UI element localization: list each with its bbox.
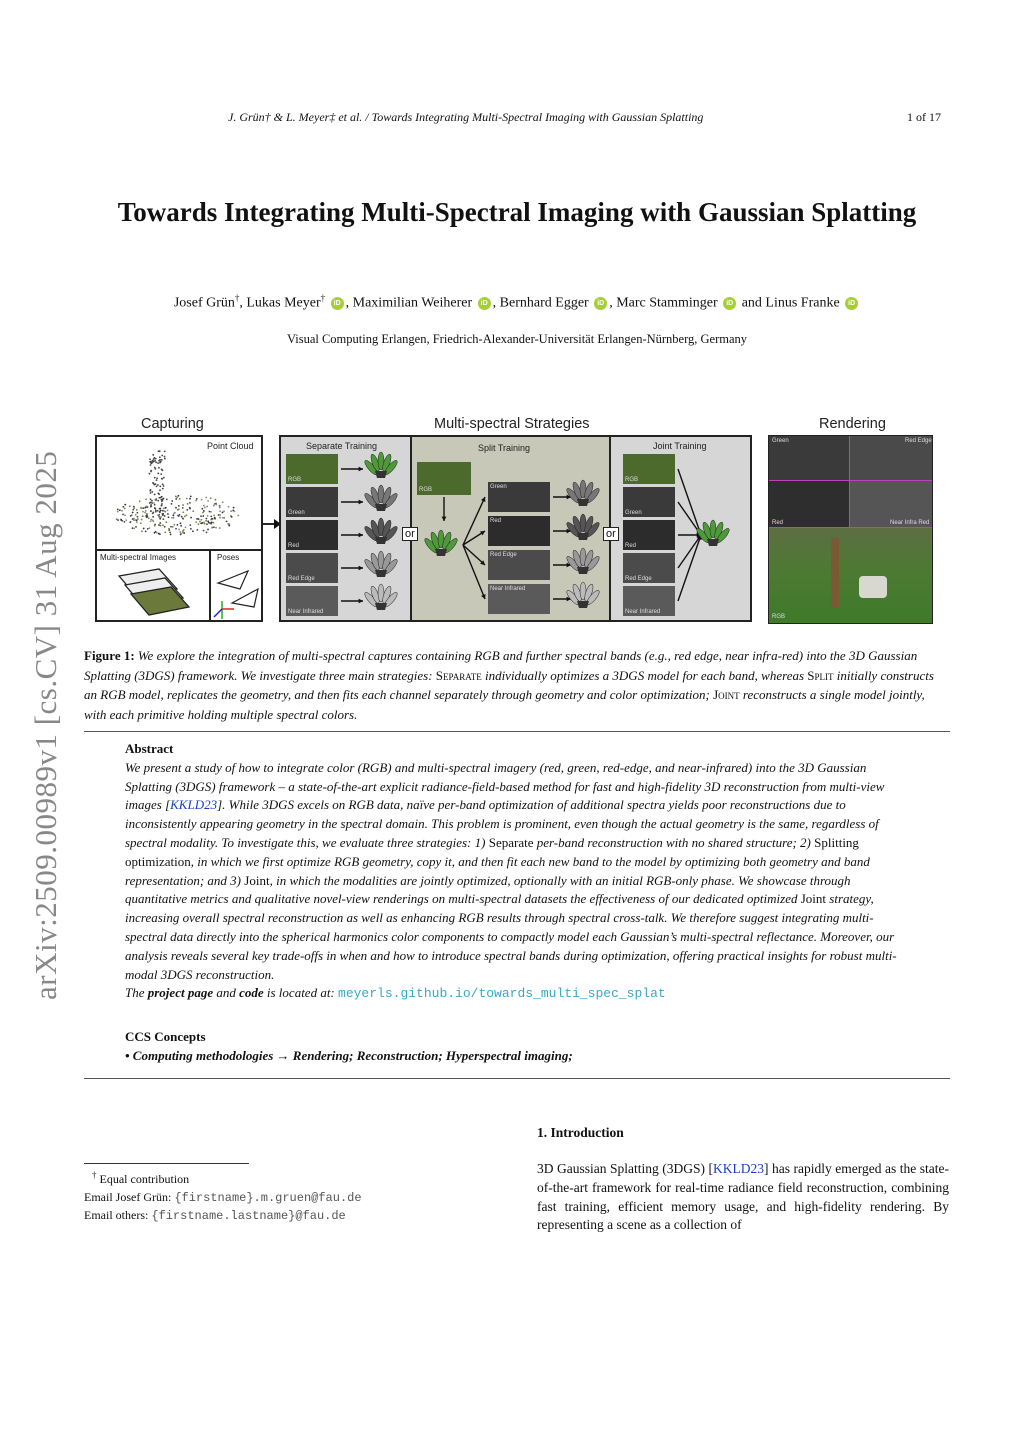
split-band-image: Red Edge xyxy=(488,550,550,580)
divider-bottom xyxy=(84,1078,950,1079)
running-title: J. Grün† & L. Meyer‡ et al. / Towards Integrating Multi-Spectral Imaging with Gaussian Splatting xyxy=(228,110,704,124)
render-label-nir: Near Infra Red xyxy=(890,520,930,526)
author-name: Linus Franke xyxy=(765,295,840,311)
author-name: Maximilian Weiherer xyxy=(352,295,473,311)
joint-band-image: Near Infrared xyxy=(623,586,675,616)
separate-training-title: Separate Training xyxy=(306,441,378,451)
author-name: Marc Stamminger xyxy=(616,295,718,311)
split-band-image: Near Infrared xyxy=(488,584,550,614)
ms-images-label: Multi-spectral Images xyxy=(100,553,177,562)
email-gruen[interactable]: {firstname}.m.gruen@fau.de xyxy=(174,1190,362,1205)
footnote-rule xyxy=(84,1163,249,1164)
abstract xyxy=(125,740,909,1004)
split-band-image: Red xyxy=(488,516,550,546)
orcid-icon[interactable]: iD xyxy=(594,297,607,310)
joint-band-image: Red xyxy=(623,520,675,550)
footnote: † Equal contribution Email Josef Grün: {firstname}.m.gruen@fau.de Email others: {firstname.lastname}@fau.de xyxy=(84,1170,362,1223)
separate-band-image: Red xyxy=(286,520,338,550)
orcid-icon[interactable]: iD xyxy=(331,297,344,310)
citation-link[interactable]: KKLD23 xyxy=(170,797,218,813)
project-link-line: The project page and code is located at: meyerls.github.io/towards_multi_spec_splat xyxy=(125,985,666,1002)
joint-training-title: Joint Training xyxy=(653,441,707,451)
ccs-concepts xyxy=(125,1027,909,1065)
point-cloud-label: Point Cloud xyxy=(207,441,254,451)
split-training-title: Split Training xyxy=(478,443,531,453)
camera-poses-icon xyxy=(210,561,262,621)
joint-band-image: Green xyxy=(623,487,675,517)
introduction-text: 3D Gaussian Splatting (3DGS) [KKLD23] has rapidly emerged as the state-of-the-art framework for real-time radiance field reconstruction, combining fast training, efficient memory usage, and high-fidelity rendering. By representing a scene as a collection of xyxy=(537,1161,949,1233)
project-url-link[interactable]: meyerls.github.io/towards_multi_spec_splat xyxy=(338,986,666,1002)
joint-band-image: RGB xyxy=(623,454,675,484)
separate-band-image: Red Edge xyxy=(286,553,338,583)
caption-label: Figure 1: xyxy=(84,648,135,663)
author-name: Bernhard Egger xyxy=(499,295,589,311)
author-name: Josef Grün xyxy=(173,295,235,311)
affiliation: Visual Computing Erlangen, Friedrich-Alexander-Universität Erlangen-Nürnberg, Germany xyxy=(286,332,748,346)
render-rgb xyxy=(769,528,932,623)
paper-title: Towards Integrating Multi-Spectral Imaging with Gaussian Splatting xyxy=(117,197,917,227)
split-rgb-image: RGB xyxy=(417,462,471,495)
orcid-icon[interactable]: iD xyxy=(723,297,736,310)
strategies-panel xyxy=(279,435,752,622)
split-band-image: Green xyxy=(488,482,550,512)
ccs-heading: CCS Concepts xyxy=(125,1029,206,1044)
render-label-red: Red xyxy=(772,520,784,526)
email-others[interactable]: {firstname.lastname}@fau.de xyxy=(151,1209,346,1223)
separate-band-image: Near Infrared xyxy=(286,586,338,616)
image-stack-icon xyxy=(99,561,209,621)
separate-band-image: Green xyxy=(286,487,338,517)
fig-title-strategies: Multi-spectral Strategies xyxy=(434,416,590,432)
orcid-icon[interactable]: iD xyxy=(845,297,858,310)
ccs-line: • Computing methodologies → Rendering; Reconstruction; Hyperspectral imaging; xyxy=(125,1048,573,1063)
or-separator-2: or xyxy=(603,527,619,541)
render-label-green: Green xyxy=(772,438,789,444)
fig-title-rendering: Rendering xyxy=(819,416,886,432)
author-name: Lukas Meyer xyxy=(246,295,321,311)
orcid-icon[interactable]: iD xyxy=(478,297,491,310)
abstract-heading: Abstract xyxy=(125,741,174,756)
arxiv-stamp: arXiv:2509.00989v1 [cs.CV] 31 Aug 2025 xyxy=(28,450,63,1000)
author-list: Josef Grün†, Lukas Meyer† iD , Maximilian Weiherer iD , Bernhard Egger iD , Marc Stamminger iD and Linus Franke iD xyxy=(84,293,950,312)
point-cloud-illustration xyxy=(97,437,261,549)
separate-band-image: RGB xyxy=(286,454,338,484)
introduction-heading: 1. Introduction xyxy=(537,1125,624,1140)
divider-top xyxy=(84,731,950,732)
abstract-body: We present a study of how to integrate color (RGB) and multi-spectral imagery (red, green, red-edge, and near-infrared) into the 3D Gaussian Splatting (3DGS) framework – a state-of-the-art explicit radiance-field-based method for fast and high-fidelity 3D reconstruction from multi-view images [KKLD23]. While 3DGS excels on RGB data, naïve per-band optimization of additional spectra yields poor reconstructions due to inconsistently appearing geometry in the spectral domain. This problem is prominent, even though the actual geometry is the same, regardless of spectral modality. To investigate this, we evaluate three strategies: 1) Separate per-band reconstruction with no shared structure; 2) Splitting optimization, in which we first optimize RGB geometry, copy it, and then fit each new band to the model by optimizing both geometry and band representation; and 3) Joint, in which the modalities are jointly optimized, optionally with an initial RGB-only phase. We showcase through quantitative metrics and qualitative novel-view renderings on multi-spectral datasets the effectiveness of our dedicated optimized Joint strategy, increasing overall spectral reconstruction as well as enhancing RGB results through spectral cross-talk. We therefore suggest integrating multi-spectral data directly into the spherical harmonics color components to compactly model each Gaussian’s multi-spectral reflectance. Moreover, our analysis reveals several key trade-offs in when and how to introduce spectral bands during optimization, offering practical insights for robust multi-modal 3DGS reconstruction. xyxy=(125,759,897,982)
capturing-panel xyxy=(95,435,263,622)
rendering-panel xyxy=(768,435,933,624)
or-separator-1: or xyxy=(402,527,418,541)
fig-title-capturing: Capturing xyxy=(141,416,204,432)
intro-citation-link[interactable]: KKLD23 xyxy=(713,1161,765,1176)
poses-label: Poses xyxy=(217,553,240,562)
strategy-diagram-graphics xyxy=(281,437,750,620)
figure-caption: Figure 1: We explore the integration of multi-spectral captures containing RGB and further spectral bands (e.g., red edge, near infra-red) into the 3D Gaussian Splatting (3DGS) framework. We investigate three main strategies: Separate individually optimizes a 3DGS model for each band, whereas Split initially constructs an RGB model, replicates the geometry, and then fits each channel separately through geometry and color optimization; Joint reconstructs a single model jointly, with each primitive holding multiple spectral colors. xyxy=(84,648,934,722)
render-label-red-edge: Red Edge xyxy=(905,438,932,444)
render-label-rgb: RGB xyxy=(772,614,786,620)
joint-band-image: Red Edge xyxy=(623,553,675,583)
page-number: 1 of 17 xyxy=(907,110,941,124)
